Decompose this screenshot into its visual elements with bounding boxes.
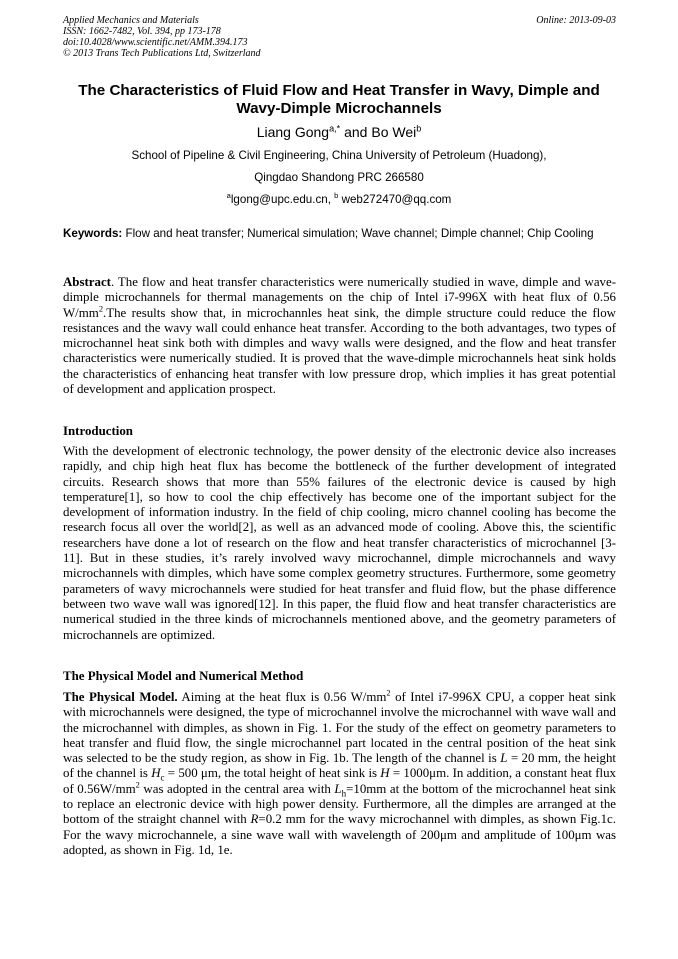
pm-var-r: R: [250, 812, 259, 827]
online-date: Online: 2013-09-03: [536, 15, 616, 26]
email-b-mark: b: [334, 191, 339, 201]
abstract-sup: 2: [98, 304, 103, 314]
keywords-label: Keywords:: [63, 227, 123, 240]
physical-model-paragraph: [63, 690, 616, 858]
issn-line: ISSN: 1662-7482, Vol. 394, pp 173-178: [63, 26, 221, 37]
author-1: Liang Gong: [256, 124, 330, 140]
pm-text-6: was adopted in the central area with: [139, 781, 335, 796]
pm-sup-1: 2: [386, 688, 391, 698]
pm-var-h: H: [380, 766, 390, 781]
affiliation-line-1: School of Pipeline & Civil Engineering, China University of Petroleum (Huadong),: [131, 149, 547, 162]
abstract-text-b: .The results show that, in microchannles heat sink, the dimple structure could reduce the flow resistances and the wavy wall could enhance heat transfer. According to the both advantages, two types of microchannel heat sink both with dimples and wavy walls were designed, and the flow and heat transfer characteristics were numerically studied. It is proved that the wave-dimple microchannels heat sink holds the characteristics of enhancing heat transfer with low pressure drop, which implies it has great potential of development and application prospect.: [63, 305, 616, 397]
pm-sub-h: h: [341, 788, 347, 799]
pm-text-7: =10mm at the bottom of the microchannel heat sink to replace an electronic device with high power density. Furthermore, all the dimples are arranged at the bottom of the straight channel with: [63, 781, 616, 827]
email-a-mark: a: [226, 191, 231, 201]
copyright-line: © 2013 Trans Tech Publications Ltd, Switzerland: [63, 48, 261, 59]
keywords: [63, 227, 616, 242]
author-1-affil-mark: a,*: [329, 123, 341, 134]
pm-text-3: = 20 mm, the height of the channel is: [63, 751, 616, 781]
email-b: web272470@qq.com: [338, 193, 452, 206]
affiliation-line-2: Qingdao Shandong PRC 266580: [254, 171, 424, 184]
pm-text-2: of Intel i7-996X CPU, a copper heat sink with microchannels were designed, the type of microchannel involve the microchannel with wave wall and the microchannel with dimples, as shown in Fig. 1. For the study of the effect on geometry parameters to heat transfer and fluid flow, the single microchannel part located in the central position of the heat sink was selected to be the study region, as show in Fig. 1b. The length of the channel is: [63, 690, 616, 766]
pm-text-5: = 1000μm. In addition, a constant heat flux of 0.56W/mm: [63, 766, 616, 796]
author-line: [40, 123, 638, 141]
abstract-text-a: . The flow and heat transfer characteristics were numerically studied in wave, dimple and wave-dimple microchannels for thermal managements on the chip of Intel i7-996X with heat flux of 0.56 W/mm: [63, 275, 616, 320]
journal-header: [63, 15, 616, 59]
pm-sub-c: c: [160, 773, 165, 784]
pm-sup-2: 2: [135, 780, 140, 790]
email-a: lgong@upc.edu.cn,: [230, 193, 335, 206]
title-line-2: Wavy-Dimple Microchannels: [236, 100, 442, 117]
abstract: [63, 275, 616, 397]
introduction-heading: Introduction: [63, 424, 133, 438]
paper-title: [40, 82, 638, 118]
journal-name: Applied Mechanics and Materials: [63, 15, 199, 26]
title-line-1: The Characteristics of Fluid Flow and Heat Transfer in Wavy, Dimple and: [78, 82, 600, 99]
author-2-affil-mark: b: [416, 123, 422, 134]
introduction-text: With the development of electronic technology, the power density of the electronic device also increases rapidly, and chip high heat flux has become the bottleneck of the further development of integrated circuits. Research shows that more than 55% failures of the electronic device is caused by high temperature[1], so how to cool the chip effectively has become one of the important subject for the development of information industry. In the field of chip cooling, micro channel cooling has become the research focus all over the world[2], as well as an advanced mode of cooling. Above this, the scientific researchers have done a lot of research on the flow and heat transfer characteristics of microchannel [3-11]. But in these studies, it’s rarely involved wavy microchannel, dimple microchannels and wavy microchannels with dimples, which have some complex geometry structures. Furthermore, some geometry parameters of wavy microchannels were studied for heat transfer and fluid flow, but the phase difference between two wave wall was ignored[12]. In this paper, the fluid flow and heat transfer characteristics are numerical studied in the three kinds of microchannels mentioned above, and the geometry parameters of microchannels are optimized.: [63, 444, 616, 642]
author-join: and Bo Wei: [340, 124, 417, 140]
pm-var-lh: L: [334, 781, 342, 796]
email-line: [40, 193, 638, 207]
pm-text-8: =0.2 mm for the wavy microchannel with dimples, as shown Fig.1c. For the wavy microchannele, a sine wave wall with wavelength of 200μm and amplitude of 100μm was adopted, as shown in Fig. 1d, 1e.: [63, 812, 616, 857]
doi-line: doi:10.4028/www.scientific.net/AMM.394.173: [63, 37, 248, 48]
pm-text-4: = 500 μm, the total height of heat sink is: [164, 766, 381, 781]
physical-model-runin: The Physical Model.: [63, 690, 178, 704]
keywords-text: Flow and heat transfer; Numerical simulation; Wave channel; Dimple channel; Chip Cooling: [122, 227, 594, 240]
method-heading: The Physical Model and Numerical Method: [63, 669, 304, 683]
abstract-label: Abstract: [63, 275, 111, 289]
pm-var-hc: H: [151, 766, 161, 781]
pm-var-l: L: [500, 751, 508, 766]
pm-text-1: Aiming at the heat flux is 0.56 W/mm: [177, 690, 387, 704]
